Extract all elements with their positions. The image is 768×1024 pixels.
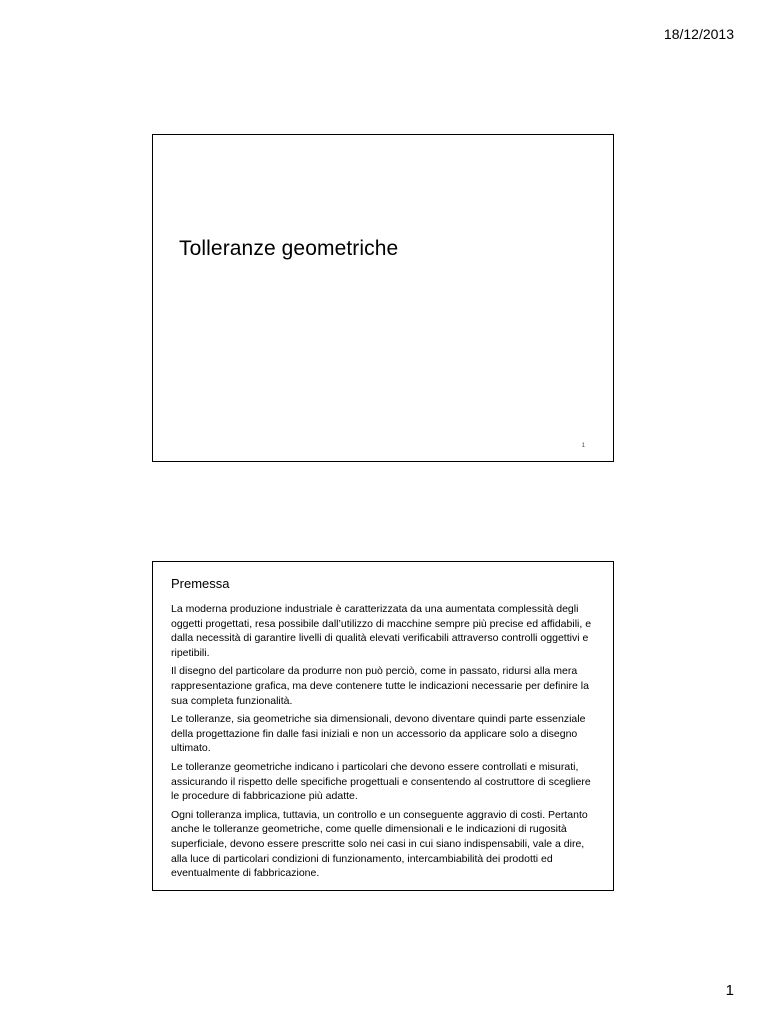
slide-2: [152, 561, 614, 891]
slide-1: [152, 134, 614, 462]
page-number: 1: [725, 982, 734, 999]
paragraph: Le tolleranze, sia geometriche sia dimensionali, devono diventare quindi parte essenziale della progettazione fin dalle fasi iniziali e non un accessorio da applicare solo a disegno ultimato.: [171, 713, 586, 755]
slide-title: Premessa: [171, 576, 230, 591]
paragraph: La moderna produzione industriale è caratterizzata da una aumentata complessità degli oggetti progettati, resa possibile dall’utilizzo di macchine sempre più precise ed affidabili, e dalla necessità di garantire livelli di qualità elevati verificabili attraverso controlli oggettivi e ripetibili.: [171, 603, 592, 659]
slide-body: [171, 602, 601, 885]
slide-title: Tolleranze geometriche: [179, 237, 399, 260]
paragraph: Ogni tolleranza implica, tuttavia, un controllo e un conseguente aggravio di costi. Pertanto anche le tolleranze geometriche, come quelle dimensionali e le indicazioni di rugosità superficiale, devono essere prescritte solo nei casi in cui siano indispensabili, vale a dire, alla luce di particolari condizioni di funzionamento, intercambiabilità dei prodotti ed eventualmente di fabbricazione.: [171, 808, 588, 880]
paragraph: Il disegno del particolare da produrre non può perciò, come in passato, ridursi alla mera rappresentazione grafica, ma deve contenere tutte le indicazioni necessarie per definire la sua completa funzionalità.: [171, 665, 589, 707]
print-date: 18/12/2013: [663, 26, 734, 42]
slide-number: 1: [581, 443, 585, 449]
paragraph: Le tolleranze geometriche indicano i particolari che devono essere controllati e misurati, assicurando il rispetto delle specifiche progettuali e consentendo al costruttore di scegliere le procedure di fabbricazione più adatte.: [171, 760, 591, 803]
